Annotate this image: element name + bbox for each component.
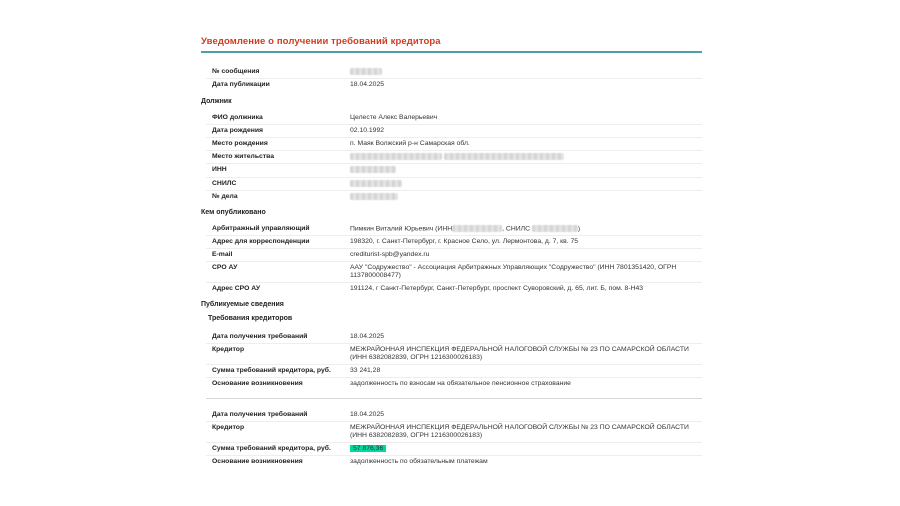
creditor-value: МЕЖРАЙОННАЯ ИНСПЕКЦИЯ ФЕДЕРАЛЬНОЙ НАЛОГОВОЙ СЛУЖБЫ № 23 ПО САМАРСКОЙ ОБЛАСТИ (ИНН 6382082839, ОГРН 1216300026183) [344, 422, 702, 443]
table-row [206, 177, 702, 190]
email-value: crediturist-spb@yandex.ru [344, 249, 702, 262]
email-label: E-mail [206, 249, 344, 262]
message-table [206, 66, 702, 91]
sro-address-value: 191124, г Санкт-Петербург, Санкт-Петербург, проспект Суворовский, д. 65, лит. Б, пом. 8-Н43 [344, 283, 702, 296]
creditor-value: МЕЖРАЙОННАЯ ИНСПЕКЦИЯ ФЕДЕРАЛЬНОЙ НАЛОГОВОЙ СЛУЖБЫ № 23 ПО САМАРСКОЙ ОБЛАСТИ (ИНН 6382082839, ОГРН 1216300026183) [344, 344, 702, 365]
address-value: 198320, г. Санкт-Петербург, г. Красное Село, ул. Лермонтова, д. 7, кв. 75 [344, 236, 702, 249]
claim-date-value: 18.04.2025 [350, 411, 385, 418]
table-row [206, 190, 702, 203]
claim-basis-label: Основание возникновения [206, 378, 344, 391]
publish-date-value: 18.04.2025 [344, 79, 702, 92]
claim-date-label: Дата получения требований [212, 333, 308, 340]
sro-label: СРО АУ [206, 262, 344, 283]
creditor-label: Кредитор [206, 344, 344, 365]
publish-date-label: Дата публикации [206, 79, 344, 92]
title-underline [201, 51, 702, 53]
residence-label: Место жительства [206, 151, 344, 164]
message-number-value [344, 66, 702, 79]
published-heading: Публикуемые сведения [201, 301, 284, 308]
table-row [206, 249, 702, 262]
table-row [206, 164, 702, 177]
claim-amount-value [344, 443, 702, 456]
claim-amount-value: 33 241,28 [344, 365, 702, 378]
snils-label: СНИЛС [206, 177, 344, 190]
debtor-name-value: Целесте Алекс Валерьевич [350, 114, 438, 121]
birth-date-value: 02.10.1992 [344, 125, 702, 138]
claim-date-value: 18.04.2025 [350, 333, 385, 340]
redacted-value [444, 153, 564, 160]
snils-value [344, 177, 702, 190]
table-row [206, 236, 702, 249]
redacted-value [452, 225, 502, 232]
redacted-value [350, 166, 396, 173]
claim-table [206, 331, 702, 390]
highlighted-amount: 57 876,36 [350, 445, 386, 452]
residence-value [344, 151, 702, 164]
birth-date-label: Дата рождения [206, 125, 344, 138]
claim-amount-label: Сумма требований кредитора, руб. [206, 365, 344, 378]
claim-basis-value: задолженность по обязательным платежам [344, 456, 702, 469]
table-row [206, 66, 702, 79]
address-label: Адрес для корреспонденции [206, 236, 344, 249]
manager-snils-label: , СНИЛС [502, 225, 530, 233]
table-row [206, 262, 702, 283]
table-row [206, 283, 702, 296]
redacted-value [350, 68, 382, 75]
manager-name: Пимкин Виталий Юрьевич (ИНН [350, 225, 453, 233]
sro-address-label: Адрес СРО АУ [206, 283, 344, 296]
manager-value [344, 223, 702, 236]
table-row [206, 365, 702, 378]
sro-value: ААУ "Содружество" - Ассоциация Арбитражных Управляющих "Содружество" (ИНН 7801351420, ОГРН 1137800008477) [344, 262, 702, 283]
table-row [206, 112, 702, 125]
claims-subheading: Требования кредиторов [208, 315, 293, 322]
table-row [206, 443, 702, 456]
case-number-value [344, 190, 702, 203]
claim-basis-label: Основание возникновения [206, 456, 344, 469]
table-row [206, 422, 702, 443]
inn-value [344, 164, 702, 177]
redacted-value [350, 180, 402, 187]
manager-label: Арбитражный управляющий [212, 225, 310, 232]
page-title: Уведомление о получении требований кредитора [201, 36, 441, 47]
publisher-heading: Кем опубликовано [201, 209, 266, 216]
claims-divider [206, 398, 702, 399]
table-row [206, 151, 702, 164]
manager-suffix: ) [577, 225, 581, 233]
creditor-label: Кредитор [206, 422, 344, 443]
table-row [206, 378, 702, 391]
birth-place-label: Место рождения [206, 138, 344, 151]
inn-label: ИНН [206, 164, 344, 177]
redacted-value [350, 153, 442, 160]
table-row [206, 79, 702, 92]
debtor-name-label: ФИО должника [212, 114, 263, 121]
publisher-table [206, 223, 702, 295]
case-number-label: № дела [206, 190, 344, 203]
table-row [206, 125, 702, 138]
table-row [206, 138, 702, 151]
redacted-value [350, 193, 398, 200]
debtor-table [206, 112, 702, 203]
redacted-value [532, 225, 581, 233]
claim-date-label: Дата получения требований [212, 411, 308, 418]
birth-place-value: п. Маяк Волжский р-н Самарская обл. [344, 138, 702, 151]
table-row [206, 409, 702, 422]
table-row [206, 344, 702, 365]
table-row [206, 456, 702, 469]
table-row [206, 223, 702, 236]
table-row [206, 331, 702, 344]
message-number-label: № сообщения [212, 68, 260, 75]
claim-basis-value: задолженность по взносам на обязательное пенсионное страхование [344, 378, 702, 391]
claim-table [206, 409, 702, 468]
debtor-heading: Должник [201, 98, 232, 105]
claim-amount-label: Сумма требований кредитора, руб. [206, 443, 344, 456]
